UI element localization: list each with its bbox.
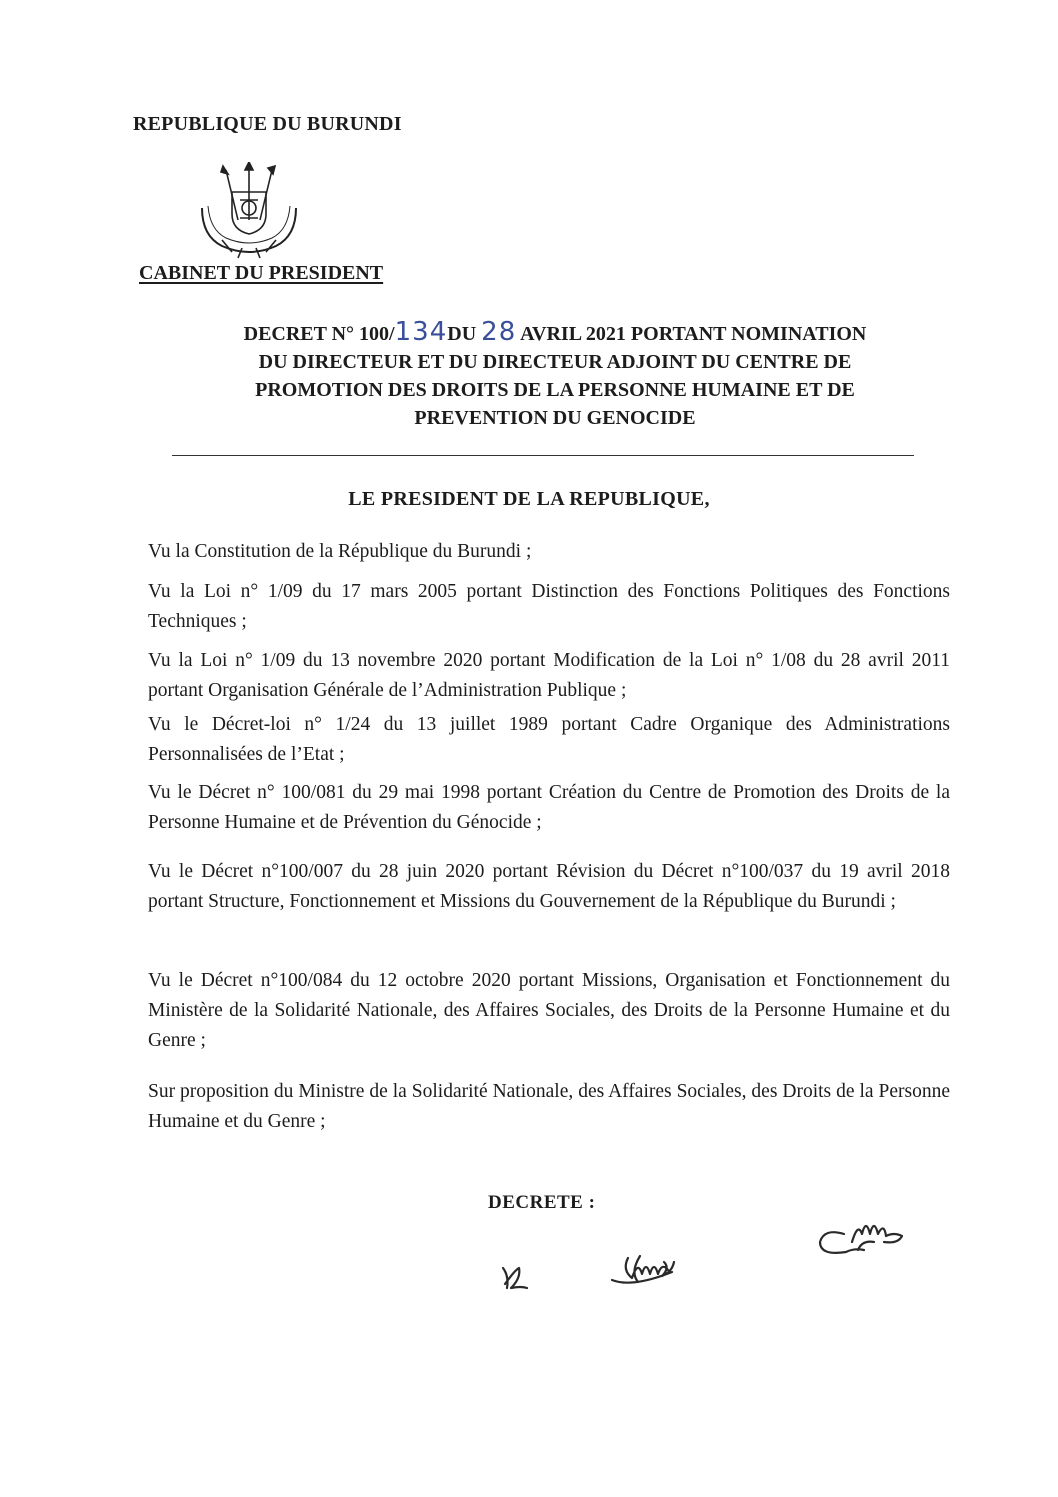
republic-heading: REPUBLIQUE DU BURUNDI	[133, 113, 402, 135]
cabinet-heading: CABINET DU PRESIDENT	[139, 262, 384, 284]
visa-proposition-ministre: Sur proposition du Ministre de la Solidarité Nationale, des Affaires Sociales, des Droits de la Personne Humaine et du Genre ;	[148, 1081, 950, 1132]
initial-signature-2	[612, 1256, 674, 1283]
visa-constitution: Vu la Constitution de la République du Burundi ;	[148, 541, 532, 562]
president-heading: LE PRESIDENT DE LA REPUBLIQUE,	[348, 488, 710, 510]
visa-decret-2020-ministere: Vu le Décret n°100/084 du 12 octobre 2020 portant Missions, Organisation et Fonctionnement du Ministère de la Solidarité Nationale, des Affaires Sociales, des Droits de la Personne Humaine et du Genre ;	[148, 970, 950, 1051]
handwritten-day: 28	[481, 317, 517, 347]
title-prefix: DECRET N° 100/	[243, 323, 395, 345]
initial-signature-3	[820, 1226, 902, 1253]
title-line-3: PROMOTION DES DROITS DE LA PERSONNE HUMAINE ET DE	[255, 379, 855, 401]
initial-signature-1	[503, 1268, 527, 1288]
visa-decret-2020-revision: Vu le Décret n°100/007 du 28 juin 2020 portant Révision du Décret n°100/037 du 19 avril 2018 portant Structure, Fonctionnement et Missions du Gouvernement de la République du Burundi ;	[148, 861, 950, 912]
visa-loi-2020: Vu la Loi n° 1/09 du 13 novembre 2020 portant Modification de la Loi n° 1/08 du 28 avril 2011 portant Organisation Générale de l’Administration Publique ;	[148, 650, 950, 701]
title-line-4: PREVENTION DU GENOCIDE	[414, 407, 696, 429]
title-line-2: DU DIRECTEUR ET DU DIRECTEUR ADJOINT DU CENTRE DE	[258, 351, 852, 373]
visa-loi-2005: Vu la Loi n° 1/09 du 17 mars 2005 portant Distinction des Fonctions Politiques des Fonctions Techniques ;	[148, 581, 950, 632]
visa-decret-1998: Vu le Décret n° 100/081 du 29 mai 1998 portant Création du Centre de Promotion des Droits de la Personne Humaine et de Prévention du Génocide ;	[148, 782, 950, 833]
decrete-heading: DECRETE :	[488, 1192, 596, 1213]
handwritten-decree-number: 134	[394, 317, 448, 347]
visa-decret-loi-1989: Vu le Décret-loi n° 1/24 du 13 juillet 1989 portant Cadre Organique des Administrations Personnalisées de l’Etat ;	[148, 714, 950, 765]
title-line1-rest: AVRIL 2021 PORTANT NOMINATION	[520, 323, 867, 345]
title-du: DU	[447, 323, 477, 345]
